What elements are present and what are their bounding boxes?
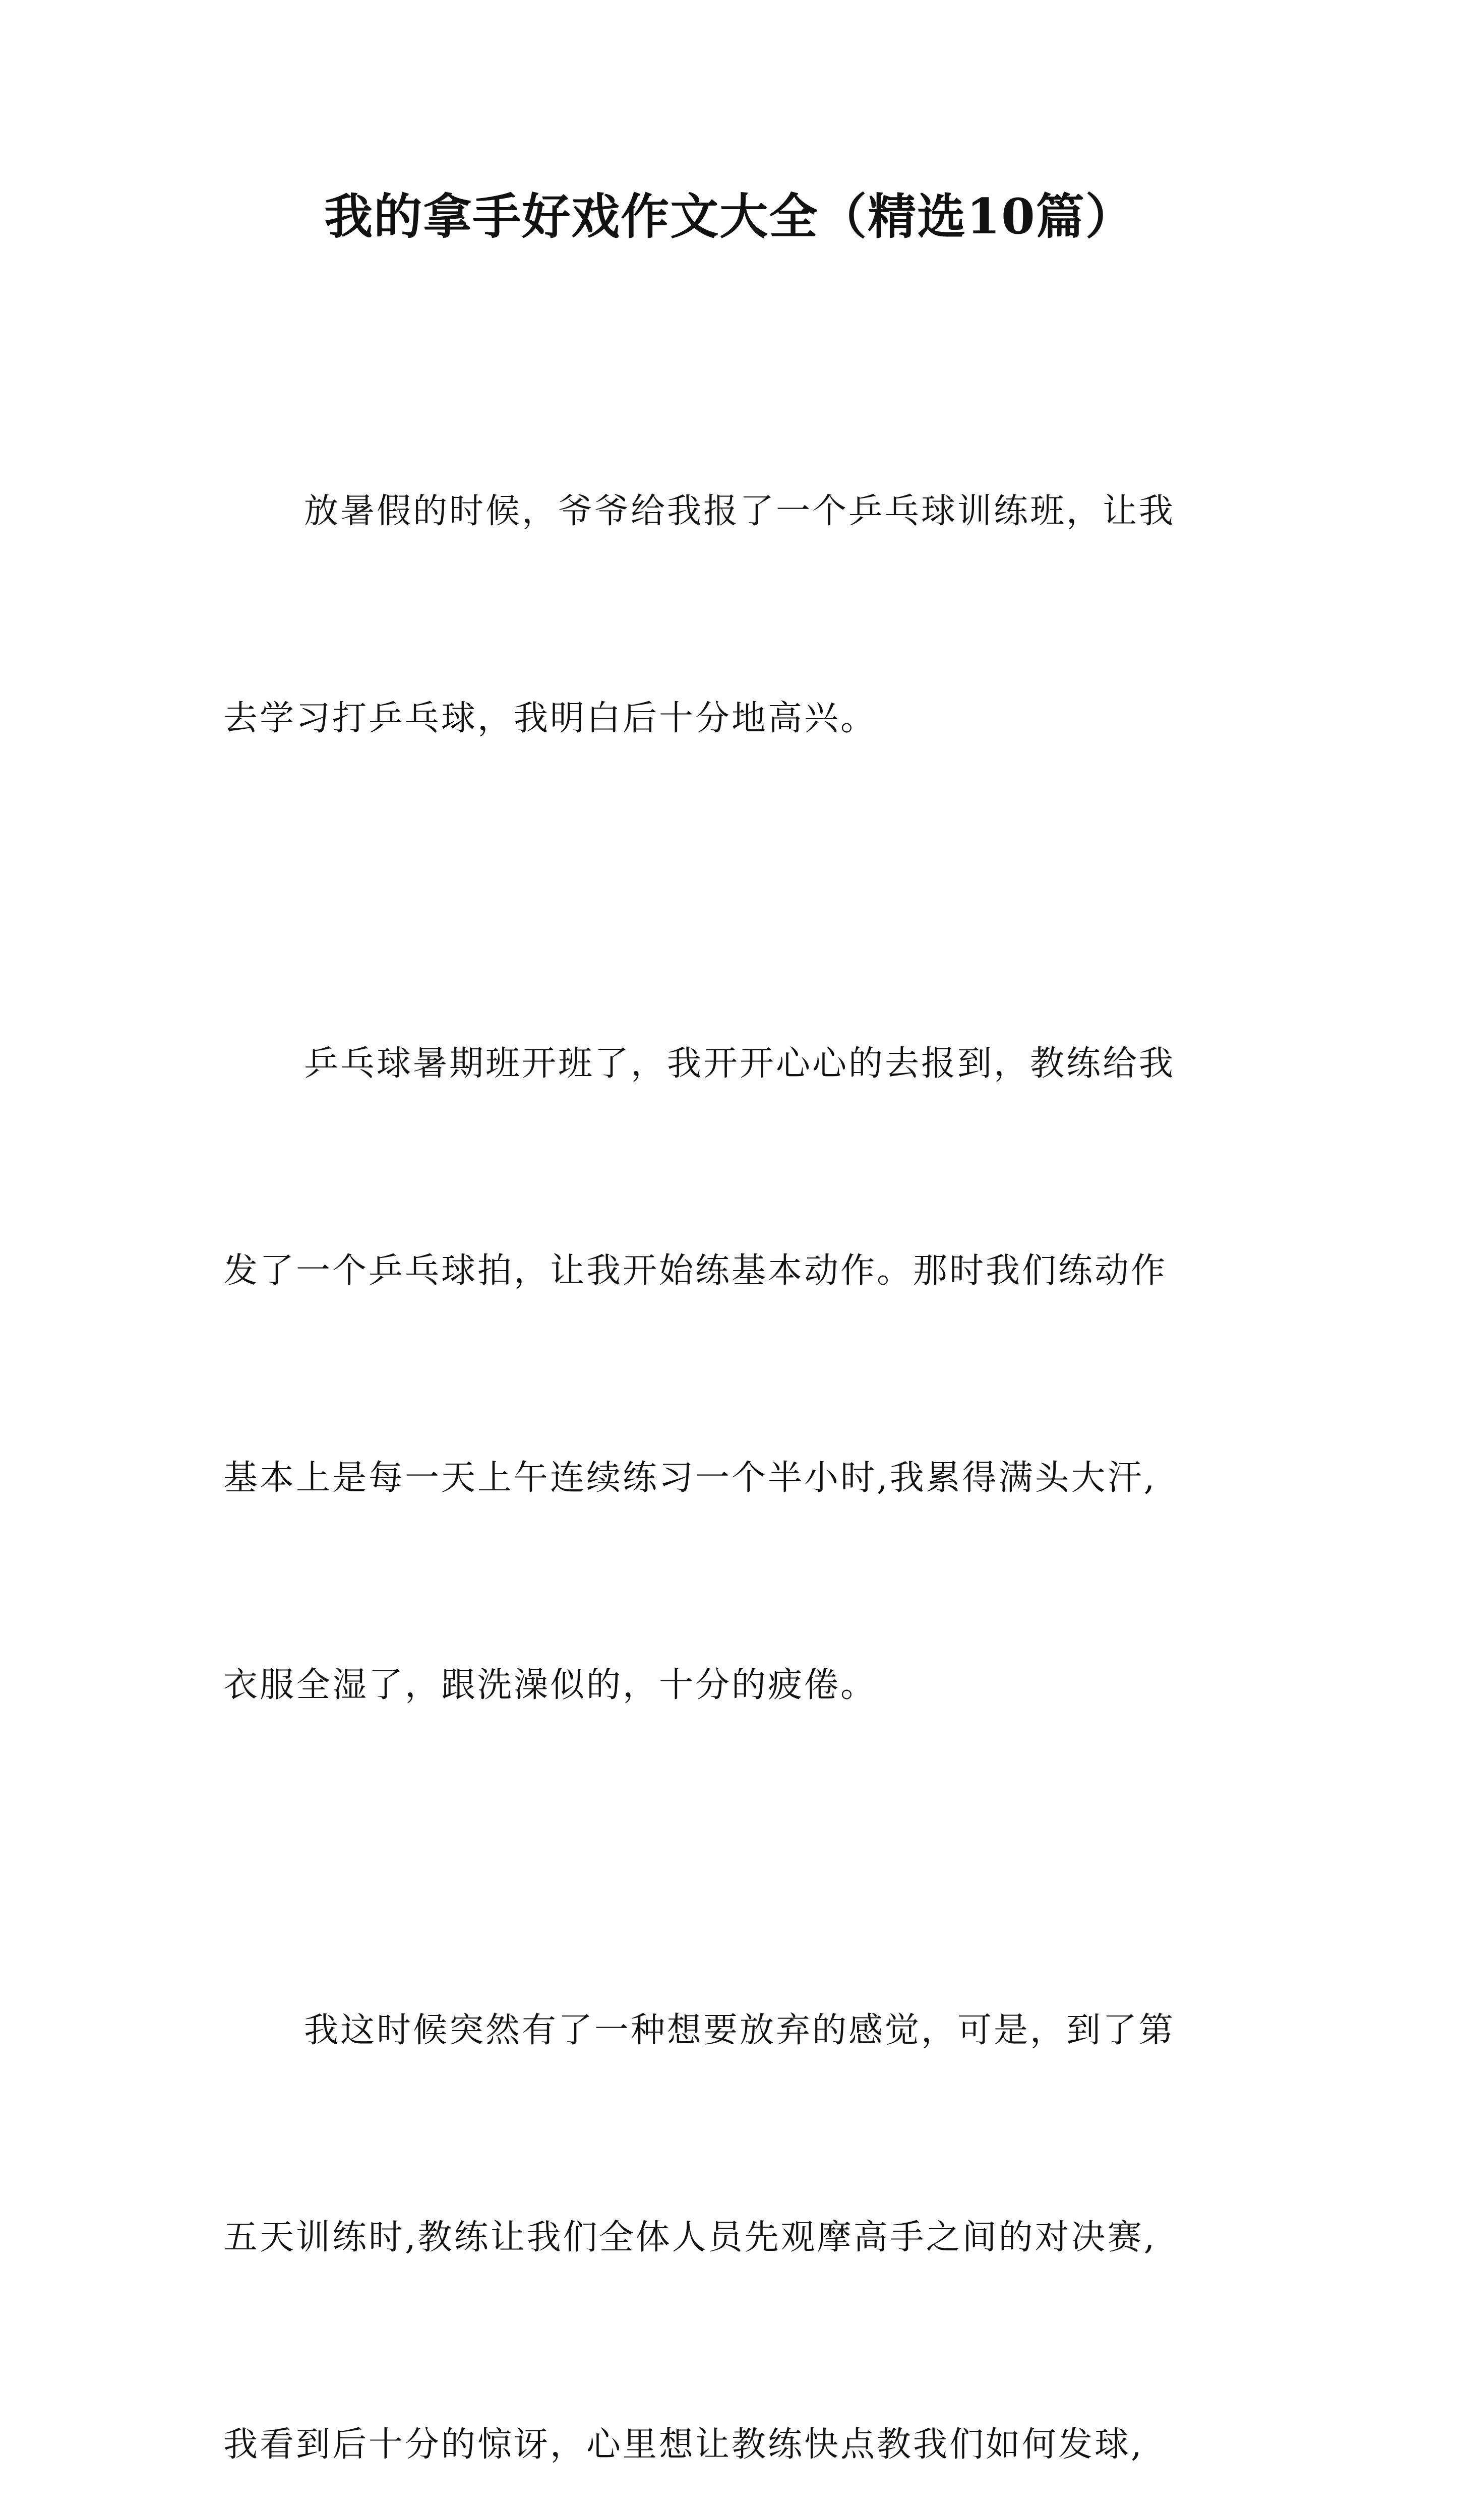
text-line: 五天训练时,教练让我们全体人员先观摩高手之间的对决赛, bbox=[223, 2218, 1157, 2257]
text-line: 发了一个乒乓球拍，让我开始练基本动作。那时我们练动作 bbox=[223, 1251, 1168, 1291]
document-title: 我的拿手好戏作文大全（精选10篇） bbox=[324, 188, 1135, 245]
text-line: 放暑假的时候，爷爷给我报了一个乒乓球训练班，让我 bbox=[304, 491, 1176, 531]
text-line: 基本上是每一天上午连续练习一个半小时,我累得满头大汗, bbox=[223, 1458, 1157, 1498]
text-line: 我这时候突然有了一种想要放弃的感觉，可是，到了第 bbox=[304, 2010, 1176, 2050]
text-line: 我看到后十分的惊讶，心里想让教练快点教我们如何发球, bbox=[223, 2425, 1144, 2465]
text-line: 衣服全湿了，跟洗澡似的，十分的疲倦。 bbox=[223, 1665, 877, 1705]
paragraph-1 bbox=[223, 339, 1252, 891]
article-body bbox=[223, 339, 1252, 2520]
paragraph-3 bbox=[223, 1858, 1252, 2520]
text-line: 乒乓球暑期班开班了，我开开心心的去报到，教练给我 bbox=[304, 1044, 1176, 1084]
text-line: 去学习打乒乓球，我明白后十分地高兴。 bbox=[223, 699, 877, 738]
paragraph-2 bbox=[223, 891, 1252, 1858]
